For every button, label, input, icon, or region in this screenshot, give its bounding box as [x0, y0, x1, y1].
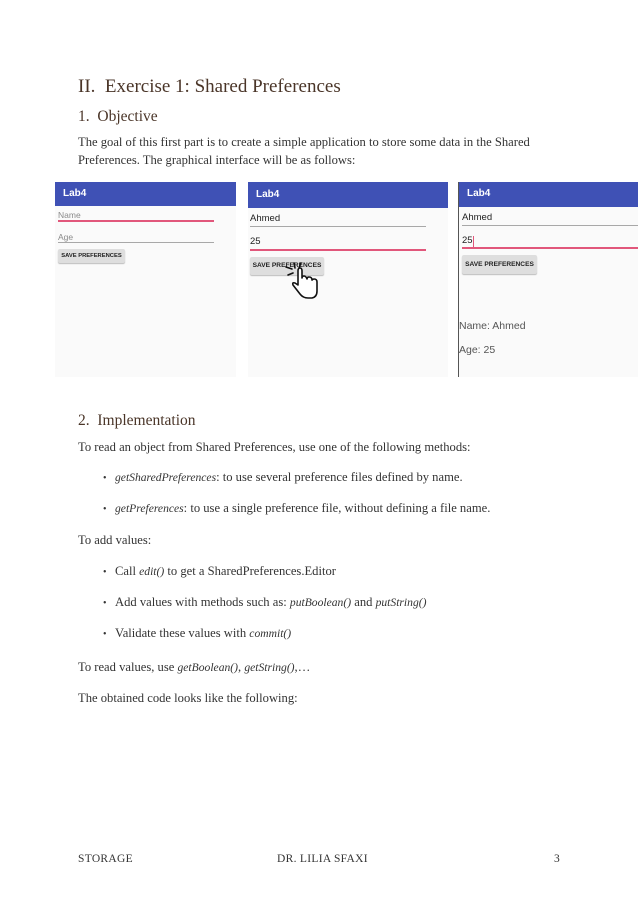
implementation-heading — [78, 412, 196, 430]
method-description: : to use several preference files defined by name. — [216, 470, 463, 484]
bullet-icon: • — [103, 504, 107, 515]
hand-pointer-icon — [284, 261, 322, 301]
objective-number: 1. — [78, 108, 90, 125]
implementation-title: Implementation — [97, 412, 196, 429]
bullet-icon: • — [103, 598, 107, 609]
save-preferences-button[interactable]: SAVE PREFERENCES — [462, 255, 537, 274]
list-item — [103, 470, 463, 485]
objective-title: Objective — [97, 108, 158, 125]
implementation-intro: To read an object from Shared Preferences, use one of the following methods: — [78, 440, 471, 454]
app-bar — [55, 182, 236, 206]
objective-text-line1: The goal of this first part is to create a simple application to store some data in the Shared — [78, 135, 530, 149]
read-values-post: ,… — [294, 660, 311, 674]
step-text: Call — [115, 564, 140, 578]
read-values-pre: To read values, use — [78, 660, 178, 674]
list-item — [103, 595, 426, 610]
step-text: Add values with methods such as: — [115, 595, 290, 609]
obtained-code-text: The obtained code looks like the following: — [78, 691, 298, 705]
step-text: and — [351, 595, 376, 609]
section-title: Exercise 1: Shared Preferences — [104, 76, 341, 97]
code-getstring: getString() — [244, 661, 295, 674]
code-commit: commit() — [249, 627, 292, 640]
read-values-text — [78, 657, 568, 678]
step-text: to get a SharedPreferences.Editor — [164, 564, 336, 578]
age-input-value[interactable]: 25 — [462, 235, 473, 246]
read-values-sep: , — [238, 660, 245, 674]
age-hint: Age — [58, 232, 74, 242]
age-field-underline[interactable] — [250, 249, 426, 251]
age-input-value[interactable]: 25 — [250, 236, 261, 247]
implementation-number: 2. — [78, 412, 90, 429]
save-preferences-button[interactable]: SAVE PREFERENCES — [58, 249, 125, 263]
save-preferences-button[interactable]: SAVE PREFERENCES — [250, 257, 324, 275]
app-bar — [459, 182, 638, 207]
method-name: getSharedPreferences — [115, 471, 217, 484]
section-number: II. — [78, 76, 96, 97]
name-field-underline[interactable] — [462, 225, 638, 226]
objective-heading — [78, 108, 158, 126]
list-item — [103, 501, 490, 516]
list-item — [103, 564, 336, 579]
name-input-value[interactable]: Ahmed — [462, 212, 493, 223]
result-age-text: Age: 25 — [459, 344, 496, 356]
name-field-underline[interactable] — [58, 220, 214, 222]
footer-author: DR. LILIA SFAXI — [277, 853, 368, 865]
bullet-icon: • — [103, 473, 107, 484]
phone-screen-filled — [248, 182, 448, 377]
code-getboolean: getBoolean() — [177, 661, 239, 674]
method-description: : to use a single preference file, without defining a file name. — [183, 501, 491, 515]
bullet-icon: • — [103, 567, 107, 578]
add-values-intro: To add values: — [78, 533, 152, 547]
section-heading — [78, 76, 341, 98]
list-item — [103, 626, 291, 641]
name-hint: Name — [58, 210, 81, 220]
phone-screen-empty — [55, 182, 236, 377]
app-title: Lab4 — [467, 188, 491, 199]
app-title: Lab4 — [256, 189, 280, 200]
step-text: Validate these values with — [115, 626, 250, 640]
result-name-text: Name: Ahmed — [459, 320, 526, 332]
bullet-icon: • — [103, 629, 107, 640]
name-input-value[interactable]: Ahmed — [250, 213, 281, 224]
app-bar — [248, 182, 448, 208]
footer-left: STORAGE — [78, 853, 133, 865]
code-edit: edit() — [139, 565, 165, 578]
name-field-underline[interactable] — [250, 226, 426, 227]
code-putstring: putString() — [375, 596, 427, 609]
age-field-underline[interactable] — [462, 247, 638, 249]
method-name: getPreferences — [115, 502, 184, 515]
app-title: Lab4 — [63, 188, 87, 199]
code-putboolean: putBoolean() — [289, 596, 352, 609]
phone-screen-result — [458, 182, 638, 377]
page-number: 3 — [554, 853, 561, 865]
text-cursor — [473, 236, 474, 247]
age-field-underline[interactable] — [58, 242, 214, 243]
objective-text-line2: Preferences. The graphical interface will be as follows: — [78, 153, 356, 167]
